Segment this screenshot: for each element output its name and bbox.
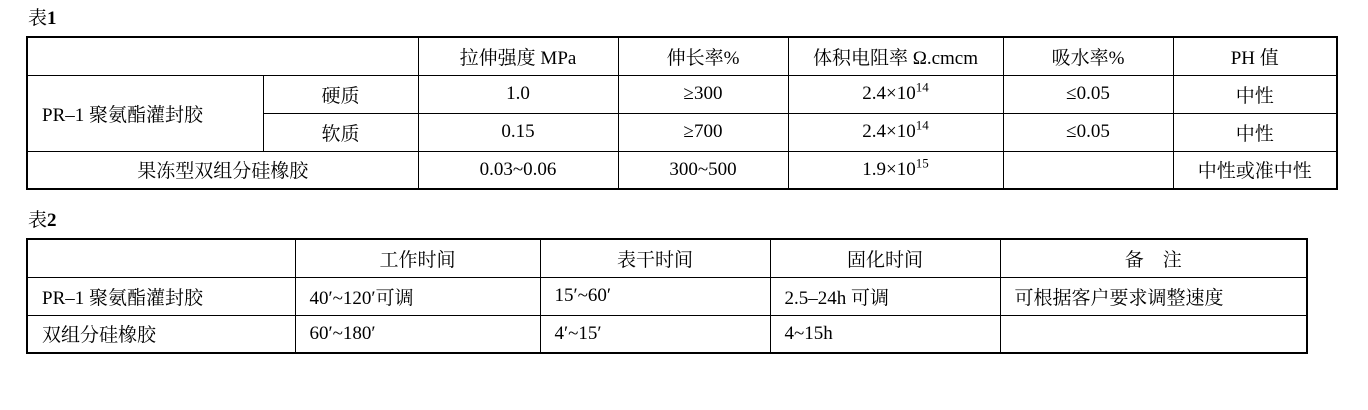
table2-header-remark: 备 注 [1000,239,1307,277]
table1-row3-resistivity-base: 1.9×10 [862,158,916,180]
table1-row3-elongation: 300~500 [618,151,788,189]
table1-header-blank [27,37,418,75]
table1-row2-tensile: 0.15 [418,113,618,151]
table1-row2-ph: 中性 [1173,113,1337,151]
table2-caption-label: 表 [28,210,48,231]
table1-rowgroup-label: PR–1 聚氨酯灌封胶 [27,75,263,151]
table2-header-blank [27,239,295,277]
table2-row1-remark: 可根据客户要求调整速度 [1000,277,1307,315]
table2-row1-cure-time: 2.5–24h 可调 [770,277,1000,315]
table1-row1-tensile: 1.0 [418,75,618,113]
table1-row2-subtype: 软质 [263,113,418,151]
table1-row3-resistivity [788,151,1003,189]
table-1 [26,36,1338,190]
table1-row2-resistivity-base: 2.4×10 [862,121,916,142]
table1-caption [28,6,1360,32]
table1-row2-resistivity [788,113,1003,151]
table1-row3-resistivity-exponent: 15 [915,155,929,171]
table1-row3-label: 果冻型双组分硅橡胶 [27,151,418,189]
table2-caption [28,208,1360,234]
table2-header-work-time: 工作时间 [295,239,540,277]
table1-caption-label: 表 [28,8,48,29]
table-row [27,151,1337,189]
table1-header-resistivity: 体积电阻率 Ω.cmcm [788,37,1003,75]
table1-row3-water-absorption [1003,151,1173,189]
table2-row2-surface-dry: 4′~15′ [540,315,770,353]
table1-row1-resistivity-base: 2.4×10 [862,83,916,104]
table-row [27,75,1337,113]
table2-header-surface-dry: 表干时间 [540,239,770,277]
table1-header-tensile: 拉伸强度 MPa [418,37,618,75]
table1-row3-tensile: 0.03~0.06 [418,151,618,189]
table1-row2-elongation: ≥700 [618,113,788,151]
table2-row1-surface-dry: 15′~60′ [540,277,770,315]
table2-row2-name: 双组分硅橡胶 [27,315,295,353]
table1-row3-ph: 中性或准中性 [1173,151,1337,189]
table1-row1-elongation: ≥300 [618,75,788,113]
table2-row2-cure-time: 4~15h [770,315,1000,353]
table2-row2-remark [1000,315,1307,353]
table-row [27,277,1307,315]
table1-row1-water-absorption: ≤0.05 [1003,75,1173,113]
table2-caption-number: 2 [47,210,57,231]
table2-header-cure-time: 固化时间 [770,239,1000,277]
table2-row1-name: PR–1 聚氨酯灌封胶 [27,277,295,315]
table-row [27,239,1307,277]
table1-header-water-absorption: 吸水率% [1003,37,1173,75]
table1-row1-subtype: 硬质 [263,75,418,113]
table-row [27,315,1307,353]
table1-row1-resistivity-exponent: 14 [915,79,929,95]
table1-header-elongation: 伸长率% [618,37,788,75]
table1-row1-ph: 中性 [1173,75,1337,113]
table1-row2-water-absorption: ≤0.05 [1003,113,1173,151]
table-row [27,37,1337,75]
table1-row2-resistivity-exponent: 14 [915,117,929,133]
table1-header-ph: PH 值 [1173,37,1337,75]
table-2 [26,238,1308,354]
table1-caption-number: 1 [47,8,57,29]
table1-row1-resistivity [788,75,1003,113]
table2-row2-work-time: 60′~180′ [295,315,540,353]
table2-row1-work-time: 40′~120′可调 [295,277,540,315]
